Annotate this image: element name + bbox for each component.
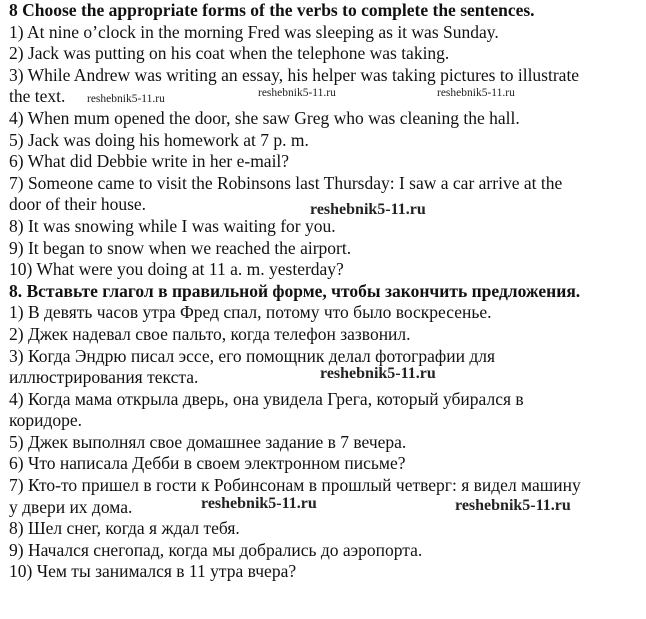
russian-sentence-6: 6) Что написала Дебби в своем электронном письме? — [9, 453, 406, 474]
russian-exercise-heading: 8. Вставьте глагол в правильной форме, чтобы закончить предложения. — [9, 280, 581, 301]
english-sentence-9: 9) It began to snow when we reached the airport. — [9, 237, 352, 258]
english-sentence-7: 7) Someone came to visit the Robinsons last Thursday: I saw a car arrive at the — [9, 172, 563, 193]
watermark: reshebnik5-11.ru — [310, 201, 426, 218]
english-sentence-3: 3) While Andrew was writing an essay, his helper was taking pictures to illustrate — [9, 64, 580, 85]
watermark: reshebnik5-11.ru — [258, 87, 336, 99]
russian-sentence-9: 9) Начался снегопад, когда мы добрались до аэропорта. — [9, 539, 423, 560]
watermark: reshebnik5-11.ru — [87, 93, 165, 105]
english-sentence-8: 8) It was snowing while I was waiting for you. — [9, 215, 336, 236]
english-sentence-7-cont: door of their house. — [9, 194, 147, 215]
english-sentence-6: 6) What did Debbie write in her e-mail? — [9, 151, 290, 172]
english-sentence-3-cont: the text. — [9, 86, 66, 107]
russian-sentence-8: 8) Шел снег, когда я ждал тебя. — [9, 518, 240, 539]
russian-sentence-4-cont: коридоре. — [9, 410, 83, 431]
russian-sentence-5: 5) Джек выполнял свое домашнее задание в 7 вечера. — [9, 431, 407, 452]
russian-sentence-3: 3) Когда Эндрю писал эссе, его помощник делал фотографии для — [9, 345, 496, 366]
russian-sentence-2: 2) Джек надевал свое пальто, когда телефон зазвонил. — [9, 323, 411, 344]
watermark: reshebnik5-11.ru — [437, 87, 515, 99]
english-sentence-4: 4) When mum opened the door, she saw Greg who was cleaning the hall. — [9, 107, 520, 128]
russian-sentence-10: 10) Чем ты занимался в 11 утра вчера? — [9, 561, 297, 582]
english-exercise-heading: 8 Choose the appropriate forms of the verbs to complete the sentences. — [9, 0, 535, 20]
russian-sentence-7-cont: у двери их дома. — [9, 496, 133, 517]
english-sentence-5: 5) Jack was doing his homework at 7 p. m. — [9, 129, 309, 150]
russian-sentence-1: 1) В девять часов утра Фред спал, потому что было воскресенье. — [9, 302, 492, 323]
watermark: reshebnik5-11.ru — [320, 365, 436, 382]
english-sentence-2: 2) Jack was putting on his coat when the telephone was taking. — [9, 43, 450, 64]
english-sentence-10: 10) What were you doing at 11 a. m. yesterday? — [9, 259, 344, 280]
watermark: reshebnik5-11.ru — [201, 495, 317, 512]
english-sentence-1: 1) At nine o’clock in the morning Fred was sleeping as it was Sunday. — [9, 21, 499, 42]
russian-sentence-3-cont: иллюстрирования текста. — [9, 367, 199, 388]
russian-sentence-7: 7) Кто-то пришел в гости к Робинсонам в прошлый четверг: я видел машину — [9, 475, 581, 496]
russian-sentence-4: 4) Когда мама открыла дверь, она увидела Грега, который убирался в — [9, 388, 524, 409]
watermark: reshebnik5-11.ru — [455, 497, 571, 514]
